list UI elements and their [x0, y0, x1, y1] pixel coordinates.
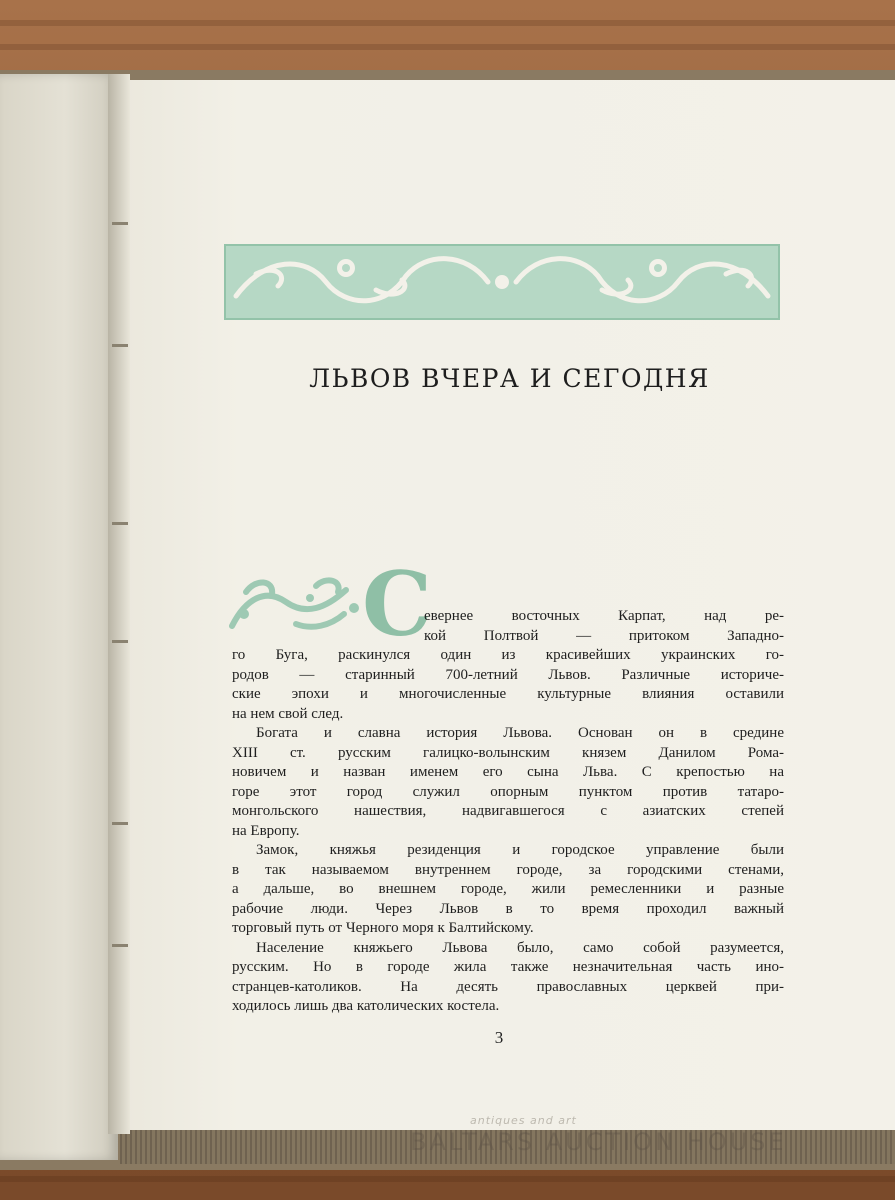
text-line: в так называемом внутреннем городе, за городскими стенами,: [232, 861, 784, 878]
text-line: на Европу.: [232, 822, 300, 839]
scroll-ornament-icon: [226, 246, 778, 318]
wood-grain: [0, 44, 895, 50]
binding-stitch: [112, 640, 128, 643]
text-line: русским. Но в городе жила также незначительная часть ино-: [232, 959, 784, 975]
text-line: XIII ст. русским галицко-волынским князем Данилом Рома-: [232, 744, 784, 761]
ornamental-header-banner: [224, 244, 780, 320]
drop-cap-letter: С: [362, 552, 433, 656]
text-line: Богата и славна история Львова. Основан он в средине: [256, 725, 784, 741]
text-line: на нем свой след.: [232, 705, 344, 722]
text-line: рабочие люди. Через Львов в то время проходил важный: [232, 900, 784, 917]
watermark-large-text: BALTARS AUCTION HOUSE: [410, 1128, 787, 1156]
text-line: странцев-католиков. На десять православных церквей при-: [232, 978, 784, 995]
watermark-small-text: antiques and art: [470, 1114, 577, 1127]
text-line: Замок, княжья резиденция и городское управление были: [256, 842, 784, 858]
wood-grain: [0, 20, 895, 26]
text-line: торговый путь от Черного моря к Балтийскому.: [232, 920, 534, 936]
text-line: горе этот город служил опорным пунктом против татаро-: [232, 783, 784, 800]
binding-stitch: [112, 944, 128, 947]
left-page: [0, 74, 118, 1160]
text-line: Население княжьего Львова было, само собой разумеется,: [256, 939, 784, 956]
text-line: родов — старинный 700-летний Львов. Различные историче-: [232, 666, 784, 683]
binding-stitch: [112, 822, 128, 825]
auction-watermark: [410, 1114, 830, 1168]
text-line: монгольского нашествия, надвигавшегося с азиатских степей: [232, 803, 784, 819]
book-gutter: [108, 74, 130, 1134]
binding-stitch: [112, 522, 128, 525]
chapter-title: ЛЬВОВ ВЧЕРА И СЕГОДНЯ: [309, 364, 710, 393]
text-line: кой Полтвой — притоком Западно-: [424, 627, 784, 644]
text-line: ходилось лишь два католических костела.: [232, 998, 500, 1014]
binding-stitch: [112, 222, 128, 225]
wood-grain: [0, 1176, 895, 1182]
text-line: а дальше, во внешнем городе, жили ремесленники и разные: [232, 881, 784, 897]
binding-stitch: [112, 344, 128, 347]
text-line: евернее восточных Карпат, над ре-: [424, 608, 784, 624]
body-text: [232, 607, 784, 1017]
text-line: ские эпохи и многочисленные культурные влияния оставили: [232, 686, 784, 702]
text-line: го Буга, раскинулся один из красивейших украинских го-: [232, 647, 784, 663]
page-number: 3: [494, 1028, 504, 1047]
text-line: новичем и назван именем его сына Льва. С крепостью на: [232, 764, 784, 780]
